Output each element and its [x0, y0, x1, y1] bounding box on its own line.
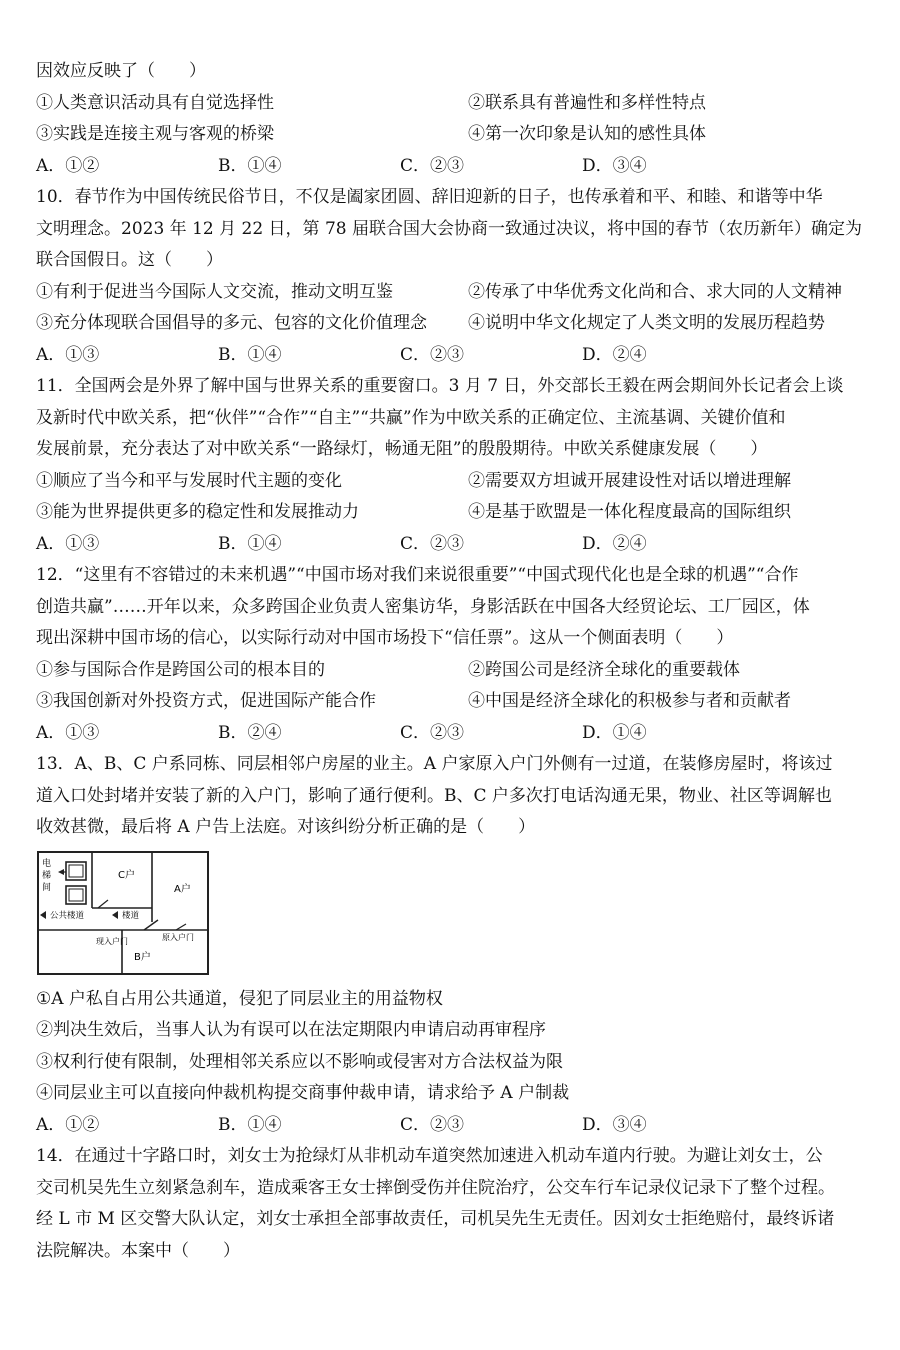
question-11 [36, 371, 876, 560]
question-13 [36, 749, 876, 1141]
option-d: D．②④ [582, 533, 647, 554]
option-a: A．①③ [36, 533, 100, 554]
answer-options [36, 151, 876, 183]
statement-1: ①人类意识活动具有自觉选择性 [36, 92, 274, 113]
option-b: B．①④ [218, 533, 282, 554]
question-stem-line: 及新时代中欧关系，把“伙伴”“合作”“自主”“共赢”作为中欧关系的正确定位、主流基调、关键价值和 [36, 407, 786, 428]
option-c: C．②③ [400, 722, 465, 743]
option-b: B．①④ [218, 1114, 282, 1135]
statement-1: ①A 户私自占用公共通道，侵犯了同层业主的用益物权 [36, 988, 443, 1009]
exam-page [36, 56, 876, 1267]
statement-4: ④第一次印象是认知的感性具体 [468, 124, 706, 144]
option-b: B．①④ [218, 155, 282, 176]
statement-4: ④是基于欧盟是一体化程度最高的国际组织 [468, 502, 791, 522]
statement-3: ③能为世界提供更多的稳定性和发展推动力 [36, 502, 359, 522]
a-unit-label: A户 [174, 883, 191, 895]
statement-row [36, 686, 876, 718]
answer-options [36, 529, 876, 561]
question-stem-line: 收效甚微，最后将 A 户告上法庭。对该纠纷分析正确的是（ ） [36, 817, 536, 837]
question-stem-line: 道入口处封堵并安装了新的入户门，影响了通行便利。B、C 户多次打电话沟通无果，物业、社区等调解也 [36, 785, 832, 806]
answer-options [36, 718, 876, 750]
question-stem-line: 法院解决。本案中（ ） [36, 1240, 240, 1261]
question-stem-line: 经 L 市 M 区交警大队认定，刘女士承担全部事故责任，司机吴先生无责任。因刘女士拒绝赔付，最终诉诸 [36, 1209, 835, 1229]
statement-1: ①参与国际合作是跨国公司的根本目的 [36, 659, 325, 680]
statement-row [36, 119, 876, 151]
option-d: D．①④ [582, 722, 647, 743]
option-a: A．①③ [36, 722, 100, 743]
option-d: D．③④ [582, 1114, 647, 1135]
option-c: C．②③ [400, 1114, 465, 1135]
question-stem-line: 11．全国两会是外界了解中国与世界关系的重要窗口。3 月 7 日，外交部长王毅在两会期间外长记者会上谈 [36, 376, 844, 396]
statement-2: ②联系具有普遍性和多样性特点 [468, 92, 706, 113]
statement-3: ③充分体现联合国倡导的多元、包容的文化价值理念 [36, 313, 427, 333]
current-door-label: 现入户门 [96, 936, 128, 946]
question-9 [36, 56, 876, 182]
option-a: A．①② [36, 1114, 100, 1135]
original-door-label: 原入户门 [162, 932, 194, 942]
answer-options [36, 340, 876, 372]
corridor-label: 楼道 [122, 910, 140, 921]
statement-2: ②跨国公司是经济全球化的重要载体 [468, 659, 740, 680]
statement-3: ③实践是连接主观与客观的桥梁 [36, 124, 274, 144]
option-b: B．②④ [218, 722, 282, 743]
question-stem-line: 发展前景，充分表达了对中欧关系“一路绿灯，畅通无阻”的殷殷期待。中欧关系健康发展（ ） [36, 439, 768, 459]
public-corridor-label: 公共楼道 [50, 910, 85, 921]
question-stem-line: 创造共赢”……开年以来，众多跨国企业负责人密集访华，身影活跃在中国各大经贸论坛、工厂园区，体 [36, 596, 810, 617]
question-stem-line: 12．“这里有不容错过的未来机遇”“中国市场对我们来说很重要”“中国式现代化也是全球的机遇”“合作 [36, 565, 799, 585]
question-stem-line: 10．春节作为中国传统民俗节日，不仅是阖家团圆、辞旧迎新的日子，也传承着和平、和睦、和谐等中华 [36, 187, 823, 207]
c-unit-door [98, 900, 108, 908]
elevator-label: 电 [42, 858, 52, 869]
statement-row [36, 308, 876, 340]
question-stem-line: 因效应反映了（ ） [36, 61, 206, 81]
statement-2: ②需要双方坦诚开展建设性对话以增进理解 [468, 470, 791, 491]
question-stem-line: 现出深耕中国市场的信心，以实际行动对中国市场投下“信任票”。这从一个侧面表明（ ） [36, 628, 734, 648]
option-b: B．①④ [218, 344, 282, 365]
statement-1: ①有利于促进当今国际人文交流，推动文明互鉴 [36, 281, 393, 302]
option-c: C．②③ [400, 155, 465, 176]
statement-row [36, 88, 876, 120]
c-unit-label: C户 [118, 869, 135, 881]
statement-4: ④说明中华文化规定了人类文明的发展历程趋势 [468, 313, 825, 333]
svg-text:间: 间 [42, 882, 52, 893]
floor-plan-diagram [36, 850, 212, 978]
statement-row [36, 497, 876, 529]
question-10 [36, 182, 876, 371]
corridor-entrance-icon [40, 911, 46, 919]
svg-text:梯: 梯 [42, 870, 52, 881]
question-stem-line: 交司机吴先生立刻紧急刹车，造成乘客王女士摔倒受伤并住院治疗，公交车行车记录仪记录下了整个过程。 [36, 1177, 835, 1198]
original-door-mark [176, 924, 186, 930]
statement-4: ④中国是经济全球化的积极参与者和贡献者 [468, 691, 791, 711]
statement-3: ③我国创新对外投资方式，促进国际产能合作 [36, 691, 376, 711]
corridor-marker-icon [112, 911, 118, 919]
question-12 [36, 560, 876, 749]
answer-options [36, 1110, 876, 1142]
question-14 [36, 1141, 876, 1267]
statement-2: ②判决生效后，当事人认为有误可以在法定期限内申请启动再审程序 [36, 1020, 546, 1040]
option-d: D．②④ [582, 344, 647, 365]
option-a: A．①③ [36, 344, 100, 365]
floor-plan-svg [36, 850, 212, 978]
statement-row [36, 466, 876, 498]
question-stem-line: 联合国假日。这（ ） [36, 250, 223, 270]
statement-2: ②传承了中华优秀文化尚和合、求大同的人文精神 [468, 281, 842, 302]
statement-row [36, 277, 876, 309]
elevator-arrow-icon [58, 869, 64, 875]
statement-row [36, 655, 876, 687]
option-d: D．③④ [582, 155, 647, 176]
current-door-mark [144, 920, 158, 930]
question-stem-line: 13．A、B、C 户系同栋、同层相邻户房屋的业主。A 户家原入户门外侧有一过道，在装修房屋时，将该过 [36, 754, 833, 774]
option-a: A．①② [36, 155, 100, 176]
statement-1: ①顺应了当今和平与发展时代主题的变化 [36, 470, 342, 491]
question-stem-line: 文明理念。2023 年 12 月 22 日，第 78 届联合国大会协商一致通过决议，将中国的春节（农历新年）确定为 [36, 218, 862, 239]
option-c: C．②③ [400, 344, 465, 365]
option-c: C．②③ [400, 533, 465, 554]
question-stem-line: 14．在通过十字路口时，刘女士为抢绿灯从非机动车道突然加速进入机动车道内行驶。为避让刘女士，公 [36, 1146, 823, 1166]
statement-4: ④同层业主可以直接向仲裁机构提交商事仲裁申请，请求给予 A 户制裁 [36, 1083, 570, 1103]
statement-3: ③权利行使有限制，处理相邻关系应以不影响或侵害对方合法权益为限 [36, 1051, 563, 1072]
b-unit-label: B户 [134, 951, 151, 963]
